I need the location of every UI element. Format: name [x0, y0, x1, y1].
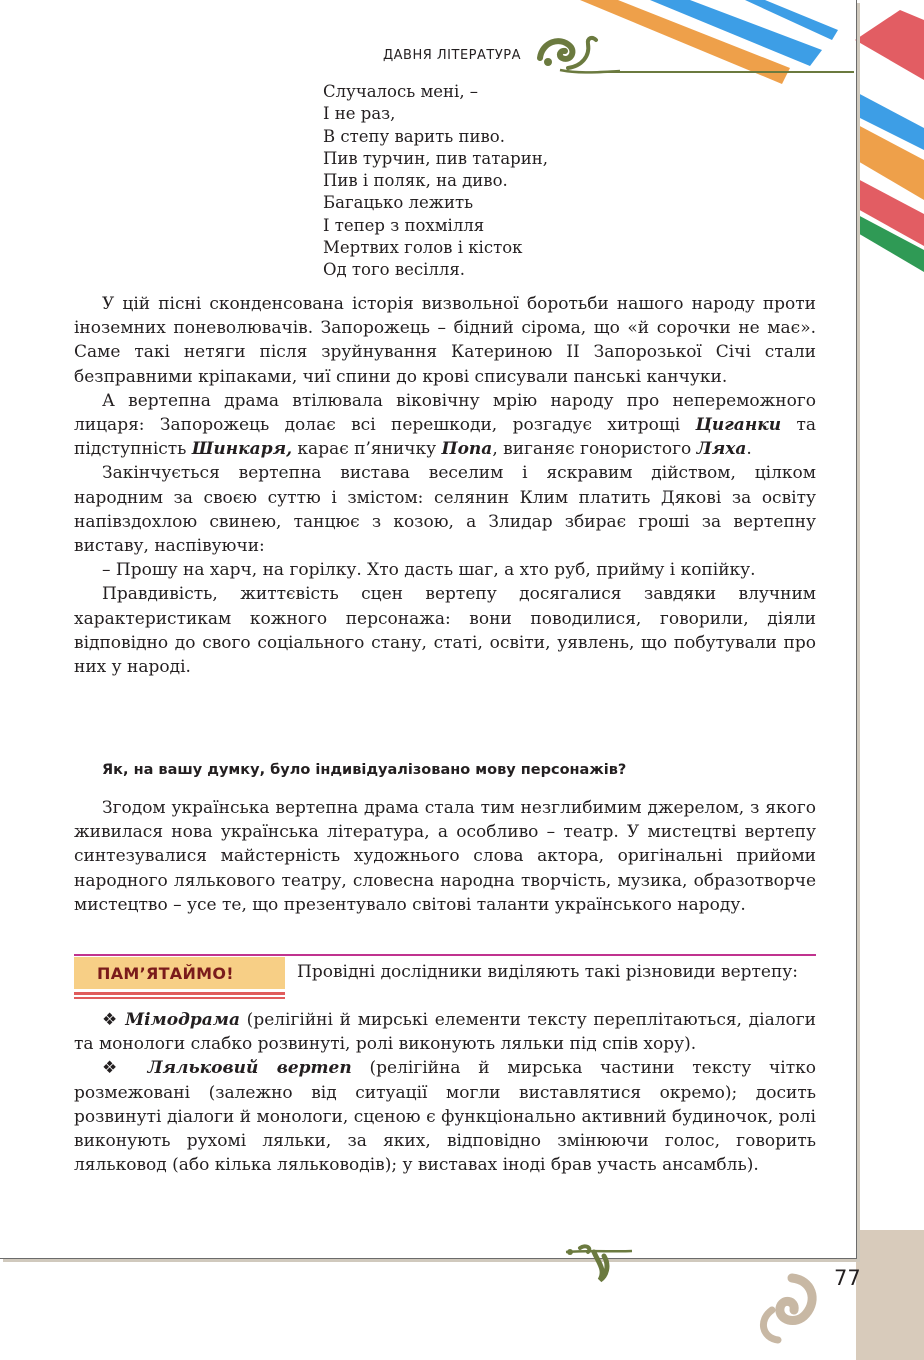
- term: Мімодрама: [125, 1010, 240, 1030]
- diamond-bullet-icon: ❖: [102, 1058, 130, 1079]
- paragraph: А вертепна драма втілювала віковічну мрію народу про непереможного лицаря: Запорожець долає всі перешкоди, розгадує хитрощі Циганки та підступність Шинкаря, карає п’яничку Попа, виганяє гонористого Ляха.: [74, 390, 816, 460]
- poem-line: В степу варить пиво.: [323, 126, 505, 146]
- poem-line: Пив і поляк, на диво.: [323, 171, 508, 191]
- character-name: Попа: [441, 439, 493, 460]
- term: Ляльковий вертеп: [147, 1058, 352, 1079]
- main-text-block: [74, 292, 816, 679]
- remember-list: [74, 1008, 816, 1177]
- poem: [323, 81, 548, 282]
- section-title: ДАВНЯ ЛІТЕРАТУРА: [383, 48, 521, 63]
- poem-line: Пив турчин, пив татарин,: [323, 148, 548, 168]
- poem-line: І не раз,: [323, 104, 396, 124]
- list-item: ❖ Ляльковий вертеп (релігійна й мирська частини тексту чітко розмежовані (залежно від ситуації могли виставлятися окремо); досить розвинуті діалоги й монологи, сценою є функціонально активний будиночок, ролі виконують рухомі ляльки, за яких, відповідно змінюючи голос, говорить ляльковод (або кілька ляльководів); у виставах іноді брав участь ансамбль).: [74, 1058, 816, 1176]
- poem-line: Мертвих голов і кісток: [323, 238, 523, 258]
- paragraph: Закінчується вертепна вистава веселим і яскравим дійством, цілком народним за своєю суттю і змістом: селянин Клим платить Дякові за освіту напівздохлою свинею, танцює з козою, а Злидар збирає гроші за вертепну виставу, наспівуючи:: [74, 463, 816, 557]
- paragraph: Правдивість, життєвість сцен вертепу досягалися завдяки влучним характеристикам кожного персонажа: вони поводилися, говорили, діяли відповідно до свого соціального стану, статі, освіти, уявлень, що побутували про них у народі.: [74, 584, 816, 678]
- page-number: 77: [834, 1266, 861, 1290]
- corner-beige-block: [856, 1230, 924, 1360]
- character-name: Ляха: [696, 439, 747, 460]
- remember-rule: [74, 992, 285, 995]
- remember-top-rule: [74, 954, 816, 956]
- remember-intro: Провідні дослідники виділяють такі різновиди вертепу:: [297, 962, 799, 982]
- poem-line: Багацько лежить: [323, 193, 474, 213]
- flourish-icon: [562, 1240, 662, 1285]
- character-name: Циганки: [695, 415, 782, 436]
- paragraph: У цій пісні сконденсована історія визвольної боротьби нашого народу проти іноземних поневолювачів. Запорожець – бідний сірома, що «й сорочки не має». Саме такі нетяги після зруйнування Катериною ІІ Запорозької Січі стали безправними кріпаками, чиї спини до крові списували панські канчуки.: [74, 294, 816, 387]
- discussion-question: Як, на вашу думку, було індивідуалізовано мову персонажів?: [102, 762, 627, 778]
- poem-line: Случалось мені, –: [323, 82, 479, 101]
- header-rule: [600, 71, 854, 73]
- closing-text-block: [74, 796, 816, 917]
- diamond-bullet-icon: ❖: [102, 1010, 119, 1030]
- poem-line: І тепер з похмілля: [323, 215, 485, 235]
- paragraph: Згодом українська вертепна драма стала тим незглибимим джерелом, з якого живилася нова українська література, а особливо – театр. У мистецтві вертепу синтезувалися майстерність художнього слова актора, оригінальні прийоми народного лялькового театру, словесна народна творчість, музика, образотворче мистецтво – усе те, що презентувало світові таланти українського народу.: [74, 798, 816, 915]
- remember-rule: [74, 997, 285, 999]
- character-name: Шинкаря,: [191, 439, 293, 460]
- remember-label: ПАМ’ЯТАЙМО!: [74, 957, 285, 989]
- paragraph: – Прошу на харч, на горілку. Хто дасть шаг, а хто руб, прийму і копійку.: [102, 560, 756, 581]
- poem-line: Од того весілля.: [323, 260, 466, 280]
- corner-flourish-icon: [752, 1270, 822, 1345]
- page-bottom: [0, 1262, 856, 1360]
- list-item: ❖ Мімодрама (релігійні й мирські елементи тексту переплітаються, діалоги та монологи слабко розвинуті, ролі виконують ляльки під спів хору).: [74, 1010, 816, 1055]
